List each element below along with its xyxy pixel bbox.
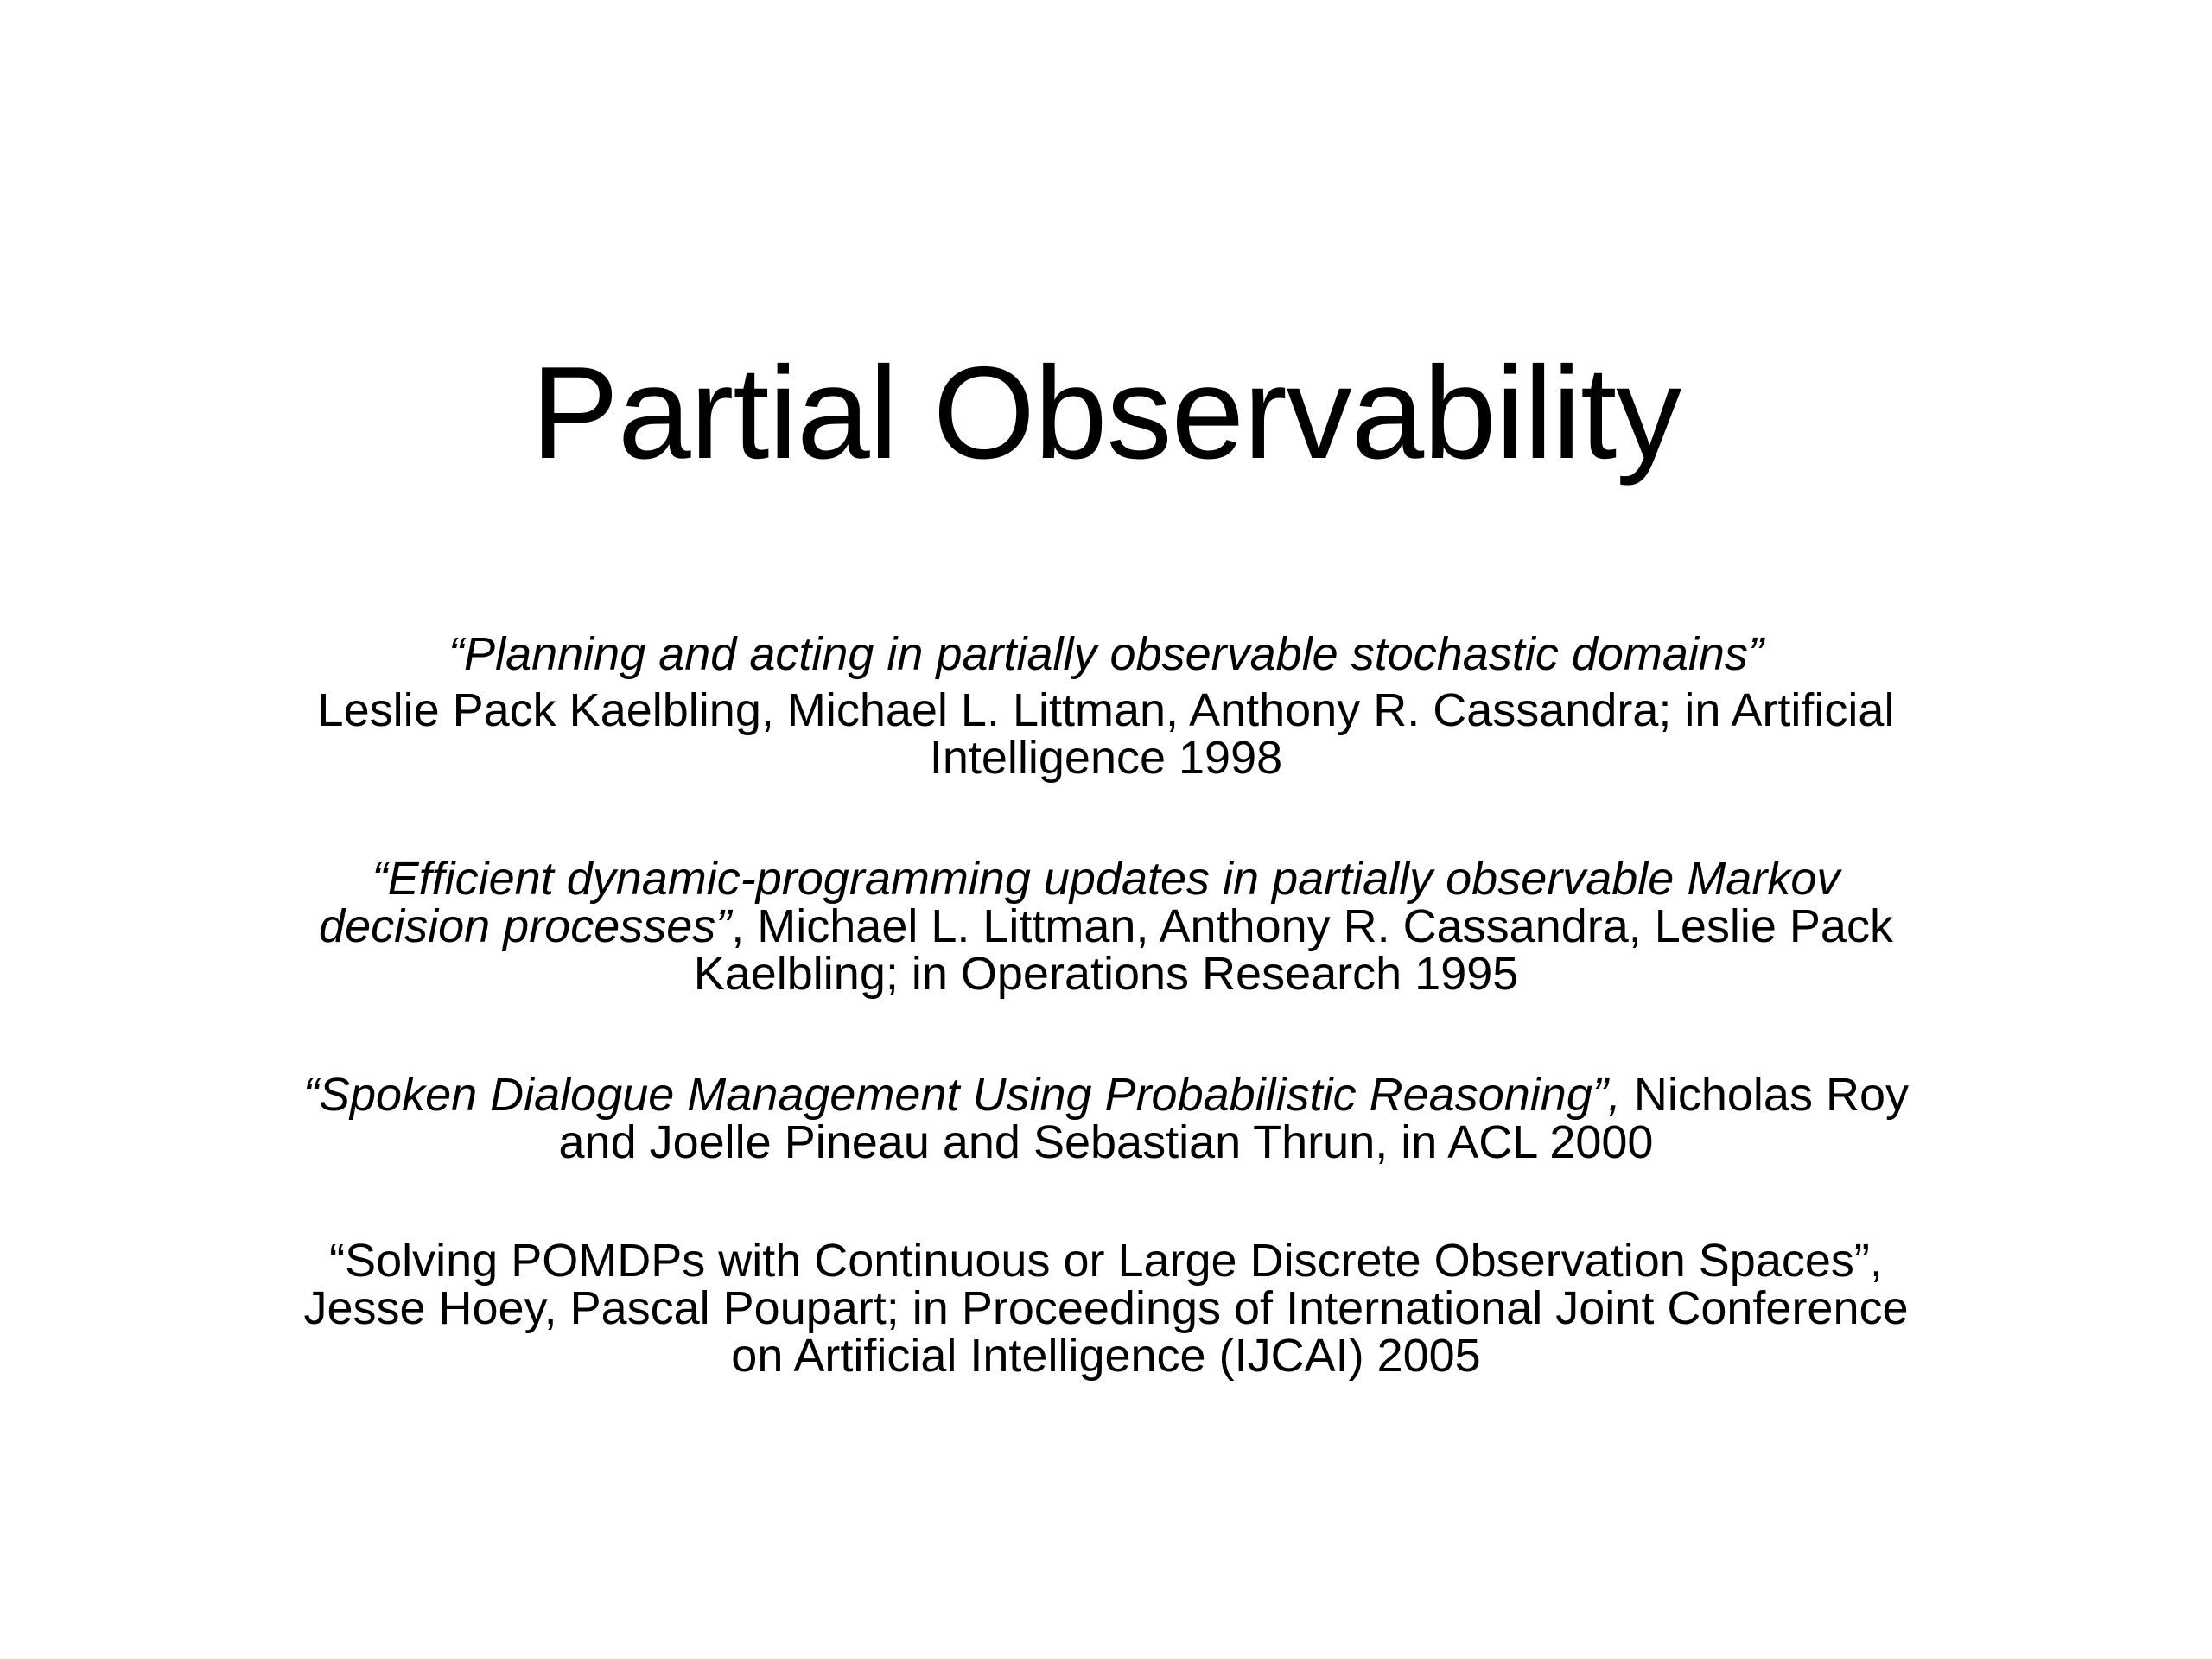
reference-title: “Planning and acting in partially observable stochastic domains”: [448, 628, 1764, 680]
reference-title: “Spoken Dialogue Management Using Probabilistic Reasoning”,: [303, 1069, 1621, 1121]
reference-item: [285, 855, 1927, 998]
reference-item: [285, 1071, 1927, 1166]
reference-details: Leslie Pack Kaelbling, Michael L. Littman, Anthony R. Cassandra; in Artificial Intelligence 1998: [317, 684, 1895, 784]
reference-item: “Solving POMDPs with Continuous or Large Discrete Observation Spaces”, Jesse Hoey, Pascal Poupart; in Proceedings of International Joint Conference on Artificial Intelligence (IJCAI) 2005: [303, 1235, 1909, 1382]
reference-details: Nicholas Roy and Joelle Pineau and Sebastian Thrun, in ACL 2000: [558, 1069, 1909, 1168]
reference-details: , Michael L. Littman, Anthony R. Cassandra, Leslie Pack Kaelbling; in Operations Research 1995: [693, 900, 1893, 1000]
slide-title: Partial Observability: [531, 340, 1681, 486]
reference-title: “Efficient dynamic-programming updates in partially observable Markov decision processes”: [319, 853, 1840, 952]
reference-item: [285, 628, 1927, 784]
